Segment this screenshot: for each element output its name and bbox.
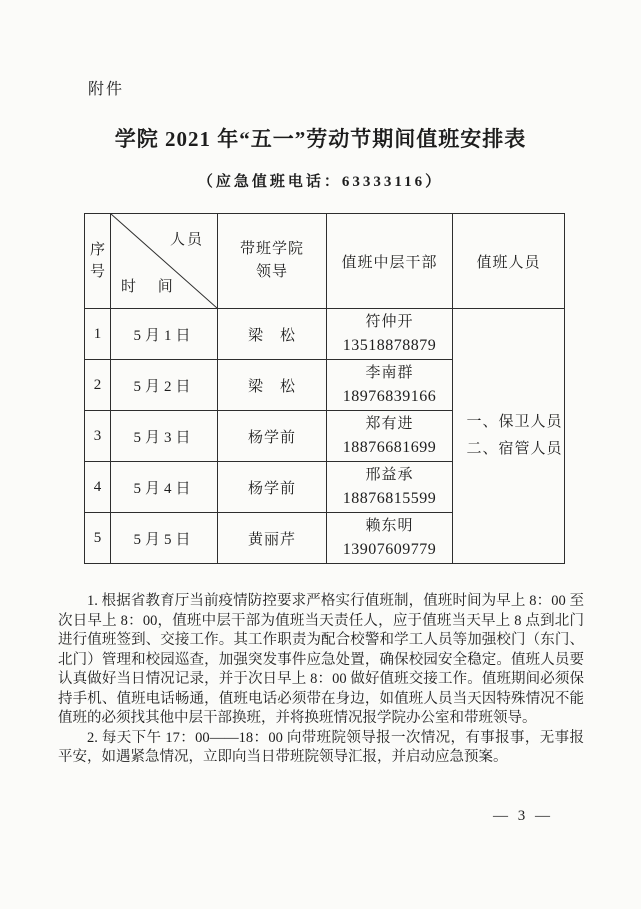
- seq-cell: 5: [85, 513, 111, 564]
- notes-section: [58, 592, 584, 768]
- duty-schedule-table: [84, 213, 565, 564]
- cadre-phone: 13518878879: [342, 337, 437, 354]
- table-header-row: [85, 214, 565, 309]
- cadre-cell: [327, 411, 453, 462]
- header-leader-on-duty: 带班学院 领导: [218, 214, 327, 309]
- cadre-name: 符仲开: [365, 314, 414, 330]
- cadre-phone: 18876815599: [342, 490, 437, 507]
- cadre-name: 李南群: [365, 365, 414, 381]
- header-person-label: 人员: [169, 232, 204, 248]
- cadre-name: 郑有进: [365, 416, 414, 432]
- seq-cell: 1: [85, 309, 111, 360]
- cadre-phone: 18876681699: [342, 439, 437, 456]
- seq-cell: 2: [85, 360, 111, 411]
- note-paragraph-1: 1. 根据省教育厅当前疫情防控要求严格实行值班制，值班时间为早上 8：00 至次日早上 8：00，值班中层干部为值班当天责任人，应于值班当天早上 8 点到北门进行值班签到、交接工作。其工作职责为配合校警和学工人员等加强校门（东门、北门）管理和校园巡查，加强突发事件应急处置，确保校园安全稳定。值班人员要认真做好当日情况记录，并于次日早上 8：00 做好值班交接工作。值班期间必须保持手机、值班电话畅通，值班电话必须带在身边，如值班人员当天因特殊情况不能值班的必须找其他中层干部换班，并将换班情况报学院办公室和带班领导。: [58, 593, 584, 726]
- cadre-name: 赖东明: [365, 518, 414, 534]
- attachment-label: 附件: [88, 81, 125, 98]
- leader-cell: 杨学前: [218, 411, 327, 462]
- cadre-name: 邢益承: [365, 467, 414, 483]
- header-time-label: 时 间: [121, 279, 182, 295]
- cadre-phone: 13907609779: [342, 541, 437, 558]
- seq-cell: 4: [85, 462, 111, 513]
- leader-cell: 杨学前: [218, 462, 327, 513]
- header-seq-number: 序 号: [85, 214, 111, 309]
- date-cell: 5月3日: [111, 411, 218, 462]
- emergency-phone-subtitle: （应急值班电话：63333116）: [197, 174, 444, 190]
- leader-cell: 梁 松: [218, 360, 327, 411]
- header-duty-staff: 值班人员: [453, 214, 565, 309]
- note-paragraph-2: 2. 每天下午 17：00——18：00 向带班院领导报一次情况，有事报事，无事报平安，如遇紧急情况，立即向当日带班院领导汇报，并启动应急预案。: [58, 729, 584, 765]
- leader-cell: 梁 松: [218, 309, 327, 360]
- cadre-cell: [327, 309, 453, 360]
- cadre-phone: 18976839166: [342, 388, 437, 405]
- page-number: — 3 —: [493, 808, 553, 824]
- cadre-cell: [327, 462, 453, 513]
- seq-cell: 3: [85, 411, 111, 462]
- leader-cell: 黄丽芹: [218, 513, 327, 564]
- date-cell: 5月1日: [111, 309, 218, 360]
- cadre-cell: [327, 513, 453, 564]
- header-diagonal-cell: [111, 214, 218, 309]
- date-cell: 5月4日: [111, 462, 218, 513]
- duty-staff-merged-cell: [453, 309, 565, 564]
- date-cell: 5月2日: [111, 360, 218, 411]
- table-row: [85, 309, 565, 360]
- header-mid-level-cadre: 值班中层干部: [327, 214, 453, 309]
- cadre-cell: [327, 360, 453, 411]
- page-title: 学院 2021 年“五一”劳动节期间值班安排表: [114, 127, 527, 151]
- date-cell: 5月5日: [111, 513, 218, 564]
- duty-staff-line: 二、宿管人员: [466, 441, 563, 457]
- duty-staff-line: 一、保卫人员: [466, 414, 563, 430]
